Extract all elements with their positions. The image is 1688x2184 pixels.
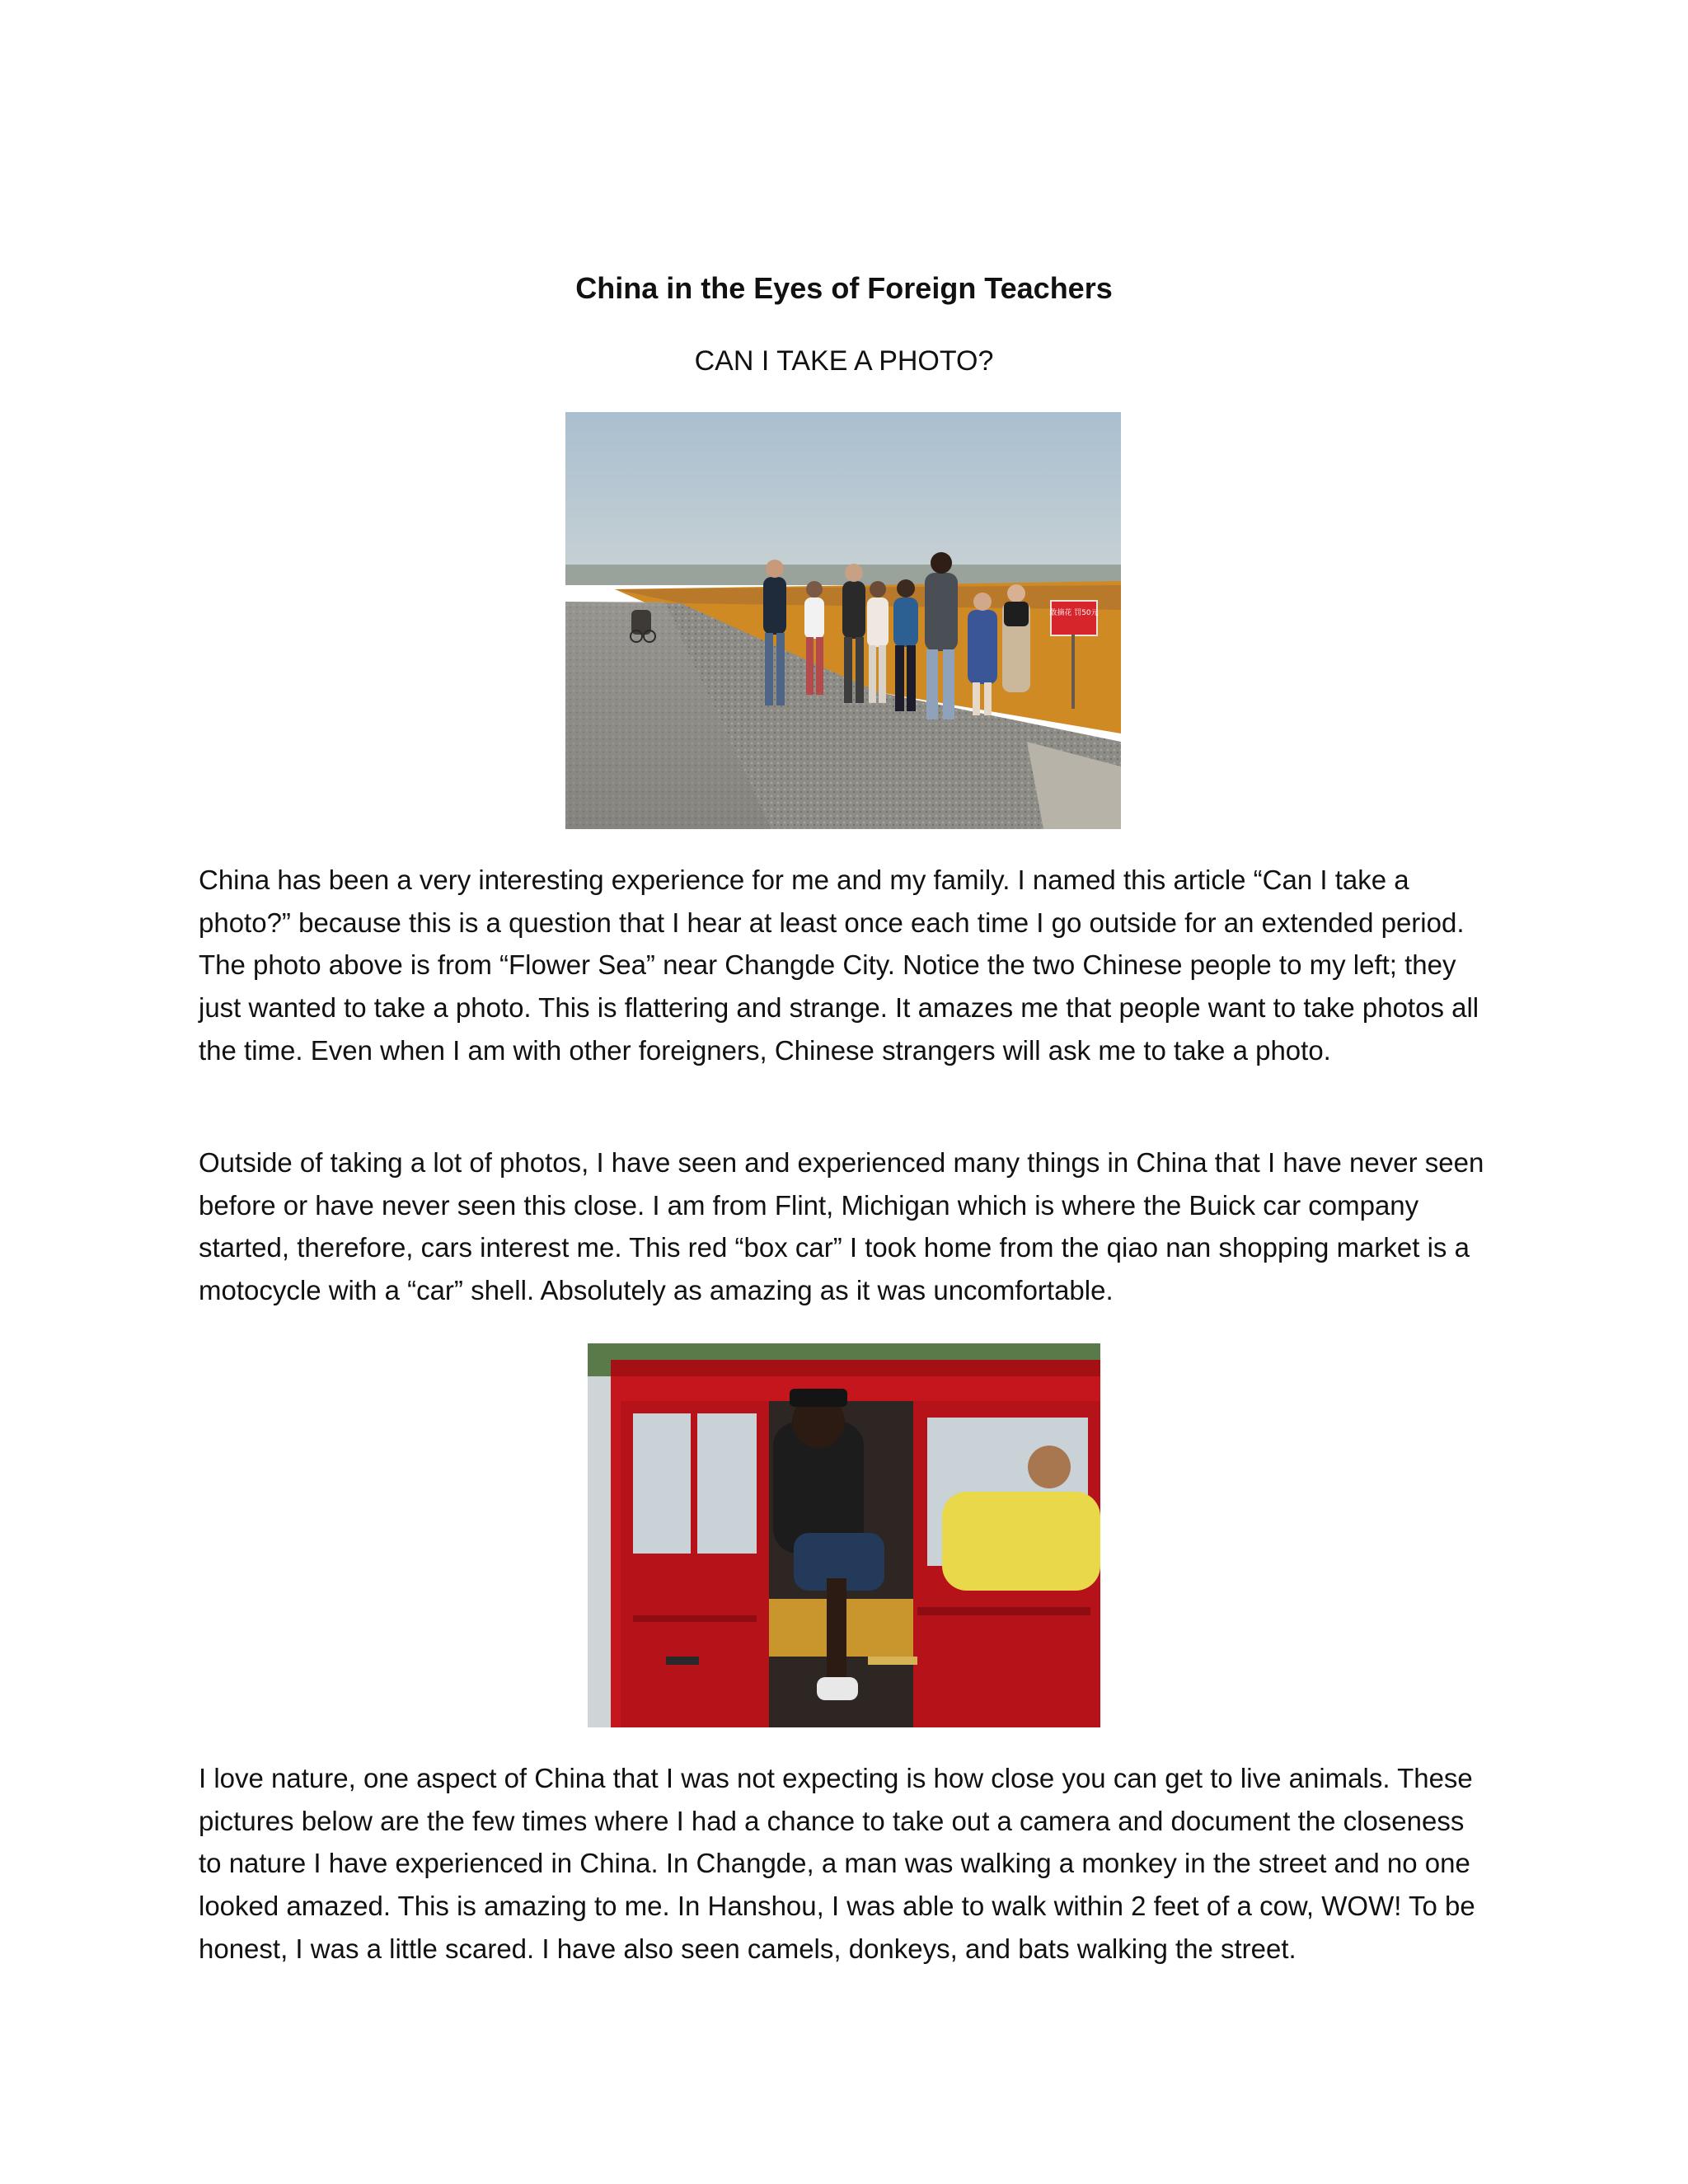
article-paragraph: China has been a very interesting experience for me and my family. I named this article “Can I take a photo?” because this is a question that I hear at least once each time I go outside for an extended period. The photo above is from “Flower Sea” near Changde City. Notice the two Chinese people to my left; they just wanted to take a photo. This is flattering and strange. It amazes me that people want to take photos all the time. Even when I am with other foreigners, Chinese strangers will ask me to take a photo. (199, 865, 1479, 1066)
flower-sea-sign-text: 敢摘花 罚50元 (1049, 609, 1099, 617)
red-box-car-photo (588, 1343, 1100, 1727)
flower-sea-group-photo (565, 412, 1121, 829)
article-subtitle: CAN I TAKE A PHOTO? (694, 345, 994, 377)
article-title: China in the Eyes of Foreign Teachers (575, 271, 1113, 305)
article-paragraph: Outside of taking a lot of photos, I have seen and experienced many things in China that I have never seen before or have never seen this close. I am from Flint, Michigan which is where the Buick car company started, therefore, cars interest me. This red “box car” I took home from the qiao nan shopping market is a motocycle with a “car” shell. Absolutely as amazing as it was uncomfortable. (199, 1147, 1484, 1306)
article-paragraph: I love nature, one aspect of China that I was not expecting is how close you can get to live animals. These pictures below are the few times where I had a chance to take out a camera and document the closeness to nature I have experienced in China. In Changde, a man was walking a monkey in the street and no one looked amazed. This is amazing to me. In Hanshou, I was able to walk within 2 feet of a cow, WOW! To be honest, I was a little scared. I have also seen camels, donkeys, and bats walking the street. (199, 1763, 1475, 1964)
